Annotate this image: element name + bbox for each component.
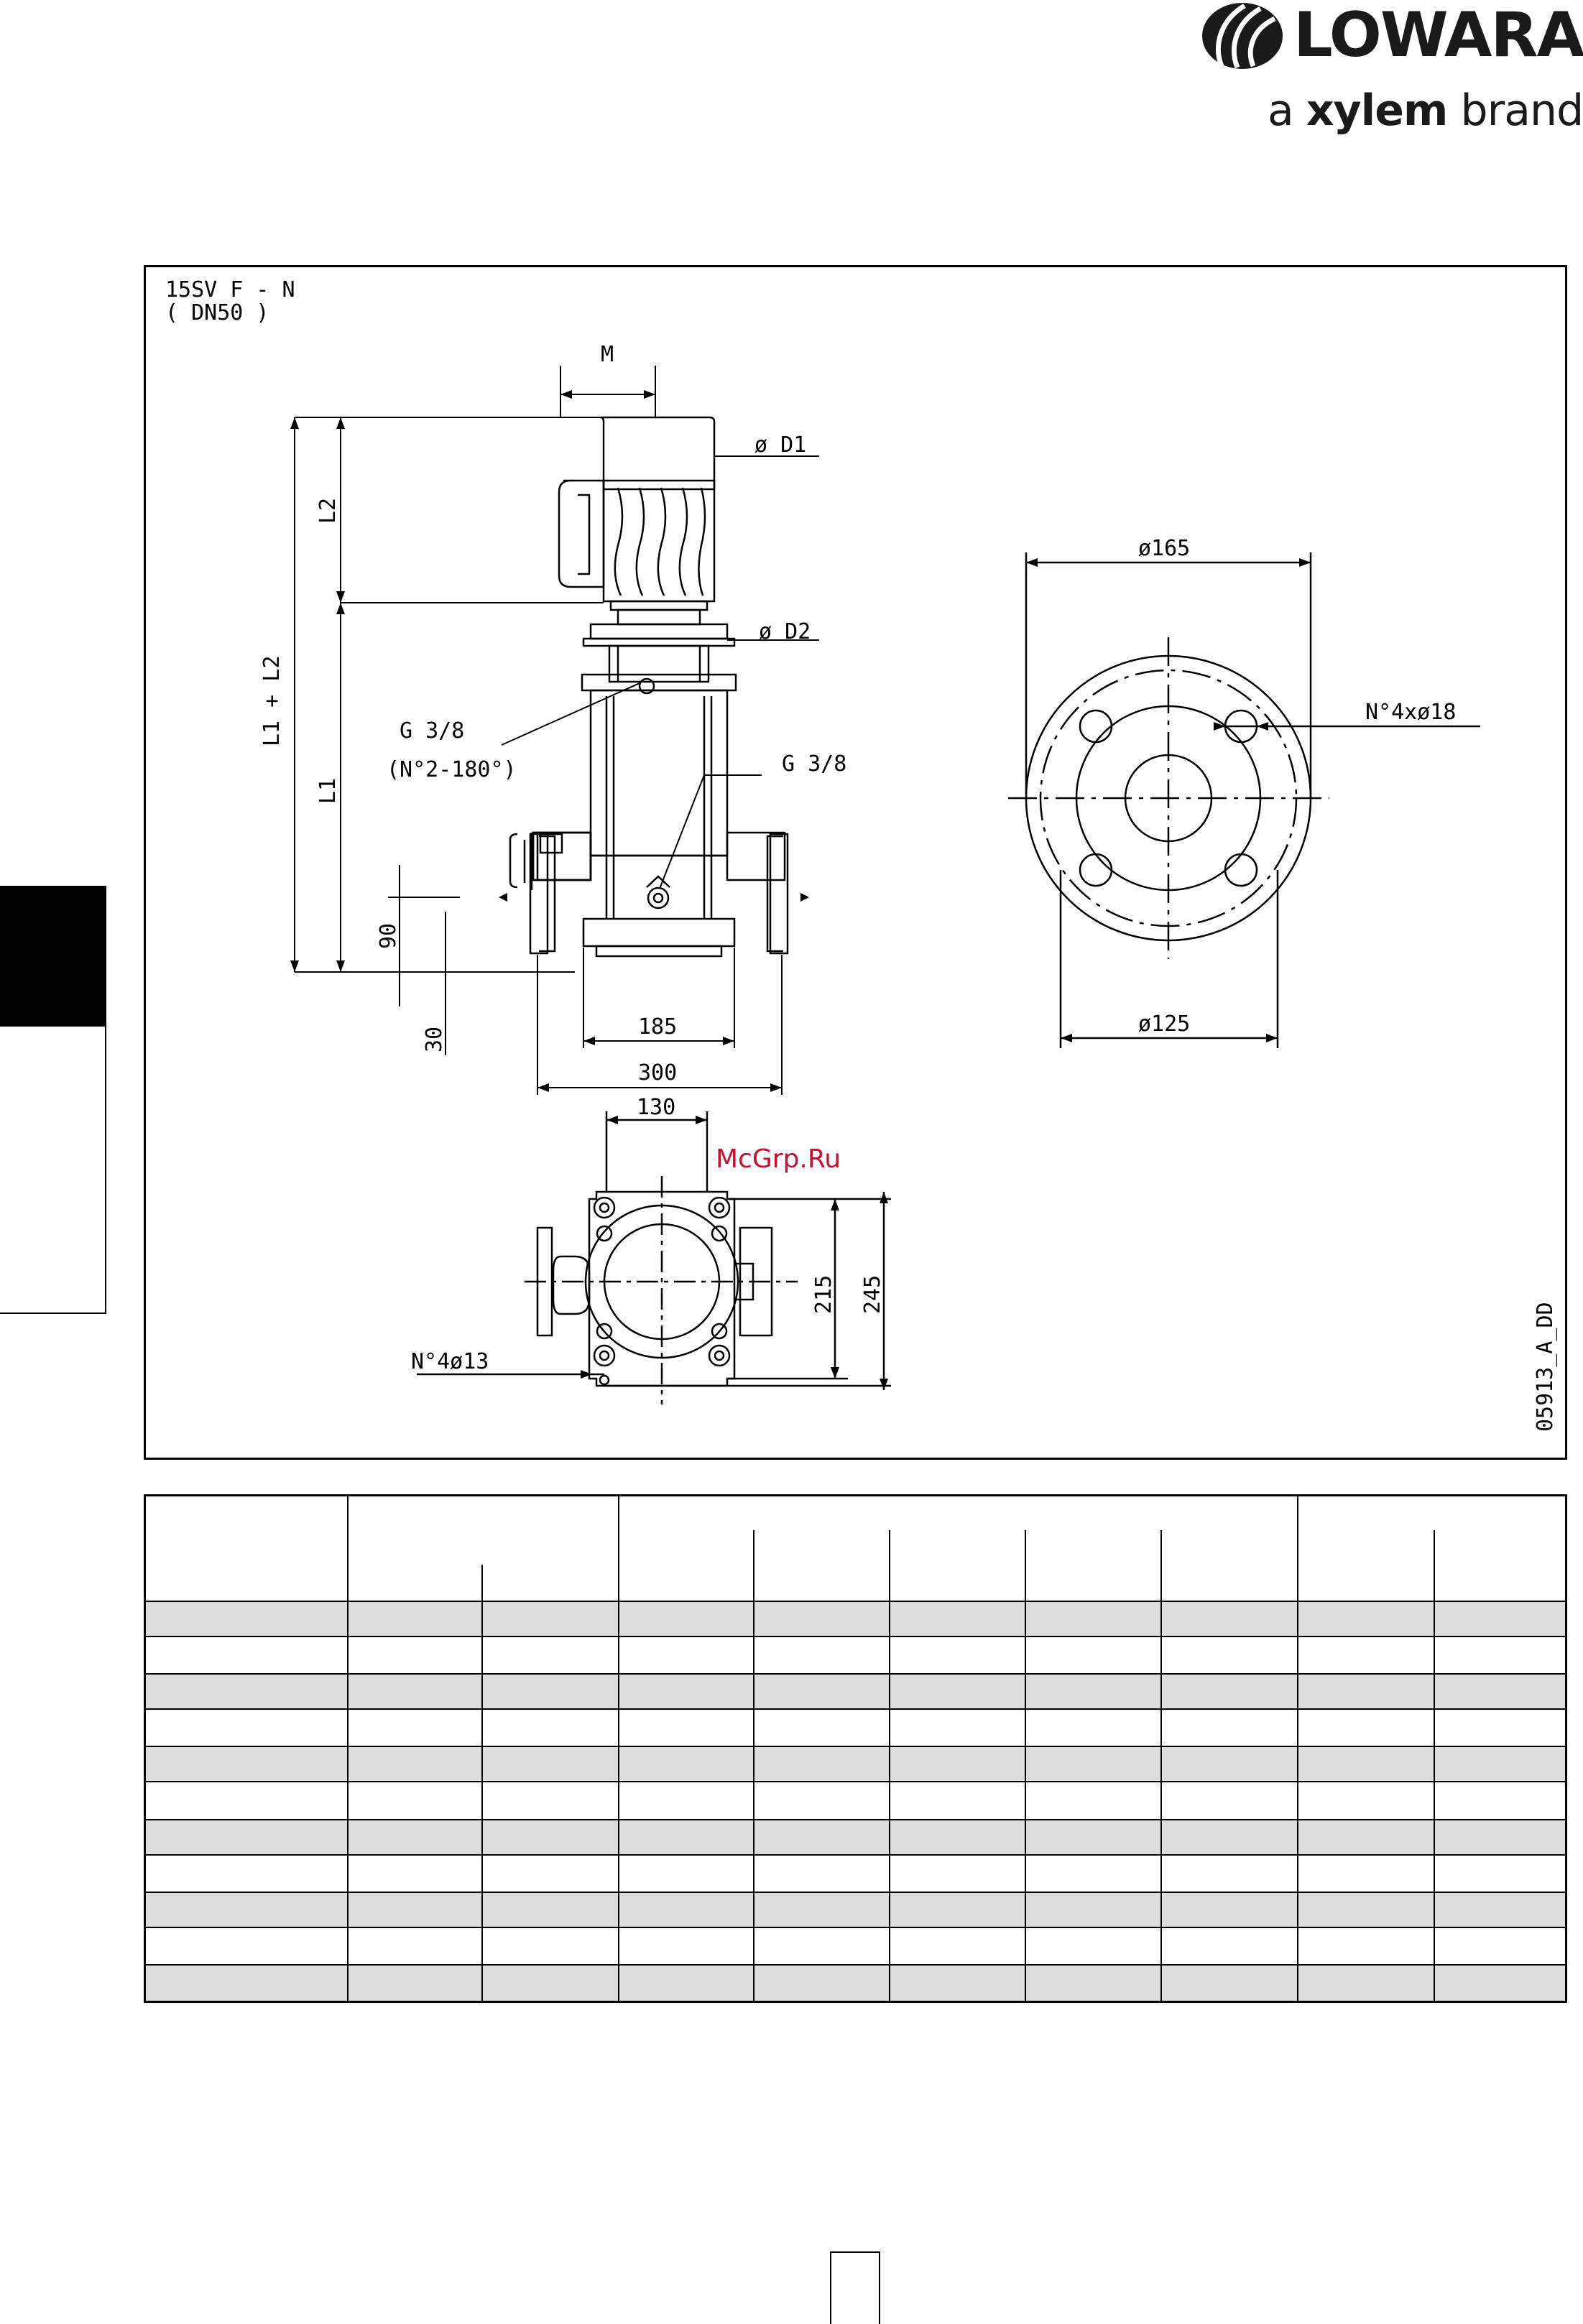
pump-side-view	[510, 417, 788, 956]
tagline-prefix: a	[1268, 85, 1293, 136]
label-flange-holes: N°4xø18	[1365, 700, 1457, 725]
label-d2: ø D2	[759, 619, 811, 644]
label-l1: L1	[315, 777, 341, 804]
label-130: 130	[637, 1095, 676, 1120]
brand-tagline	[1268, 85, 1583, 136]
label-g38-right: G 3/8	[782, 751, 847, 777]
lowara-logo	[1193, 0, 1583, 151]
dimension-table	[144, 1494, 1567, 2003]
connection-label: ( DN50 )	[165, 300, 269, 325]
label-flange-bolt: ø125	[1138, 1011, 1191, 1037]
flange-view	[1008, 552, 1480, 1048]
label-flange-outer: ø165	[1138, 536, 1191, 561]
side-dimensions	[295, 366, 819, 1095]
drawing-code: 05913_A_DD	[1533, 1302, 1558, 1432]
lowara-logo-icon	[1200, 1, 1285, 70]
label-90: 90	[376, 922, 401, 949]
watermark: McGrp.Ru	[716, 1144, 841, 1174]
table-grid	[146, 1496, 1565, 2001]
tagline-suffix: brand	[1460, 85, 1583, 136]
label-m: M	[601, 342, 614, 367]
label-300: 300	[638, 1060, 678, 1085]
label-l2: L2	[315, 497, 341, 524]
label-185: 185	[638, 1014, 678, 1040]
model-label: 15SV F - N	[165, 277, 295, 302]
label-215: 215	[811, 1274, 836, 1314]
drawing-canvas	[144, 265, 1567, 1460]
label-l1-l2: L1 + L2	[259, 655, 285, 746]
label-g38-left: G 3/8	[400, 718, 465, 744]
side-arrows	[290, 390, 809, 1092]
label-245: 245	[860, 1274, 885, 1314]
section-tab	[0, 886, 106, 1027]
label-d1: ø D1	[754, 432, 807, 458]
label-30: 30	[422, 1026, 447, 1052]
label-g38-left-note: (N°2-180°)	[387, 757, 517, 782]
technical-drawing	[144, 265, 1567, 1460]
label-holes-base: N°4ø13	[411, 1349, 489, 1374]
tagline-xylem: xylem	[1306, 85, 1448, 136]
page-number-box	[830, 2251, 880, 2324]
brand-name: LOWARA	[1293, 0, 1583, 71]
section-tab-outline	[0, 1027, 106, 1314]
